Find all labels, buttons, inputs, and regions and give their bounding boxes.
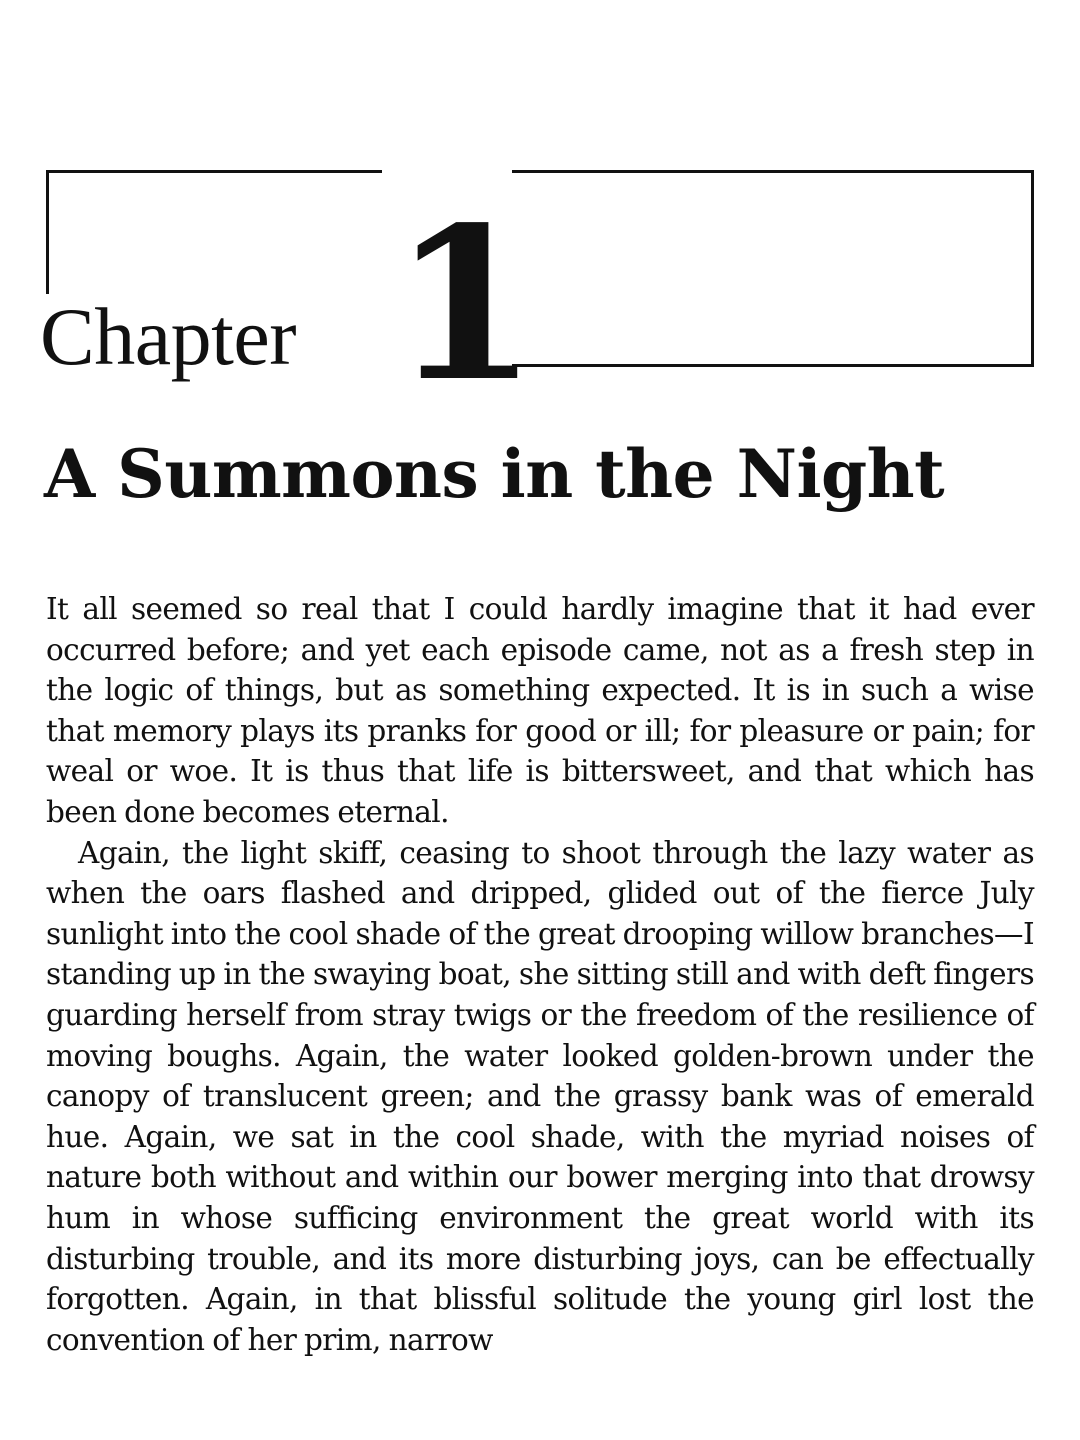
heading-frame-right-top-rule: [512, 170, 1034, 173]
chapter-number: 1: [392, 181, 539, 428]
paragraph: It all seemed so real that I could hardly imagine that it had ever occurred before; and yet each episode came, not as a fresh step in the logic of things, but as something expected. It is in such a wise that memory plays its pranks for good or ill; for pleasure or pain; for weal or woe. It is thus that life is bittersweet, and that which has been done becomes eternal.: [46, 592, 1034, 829]
heading-frame-left-top-rule: [46, 170, 382, 173]
heading-frame-right-side-rule: [1031, 170, 1034, 366]
heading-frame-right-bottom-rule: [512, 364, 1034, 367]
heading-frame-left-side-rule: [46, 170, 49, 294]
chapter-title: A Summons in the Night: [44, 435, 945, 513]
chapter-label: Chapter: [40, 291, 297, 382]
chapter-body: [46, 589, 1034, 1360]
paragraph: Again, the light skiff, ceasing to shoot through the lazy water as when the oars flashed and dripped, glided out of the fierce July sunlight into the cool shade of the great drooping willow branches—I standing up in the swaying boat, she sitting still and with deft fingers guarding herself from stray twigs or the freedom of the resilience of moving boughs. Again, the water looked golden-brown under the canopy of translucent green; and the grassy bank was of emerald hue. Again, we sat in the cool shade, with the myriad noises of nature both without and within our bower merging into that drowsy hum in whose sufficing environment the great world with its disturbing trouble, and its more disturbing joys, can be effectually forgotten. Again, in that blissful solitude the young girl lost the convention of her prim, narrow: [46, 835, 1034, 1357]
